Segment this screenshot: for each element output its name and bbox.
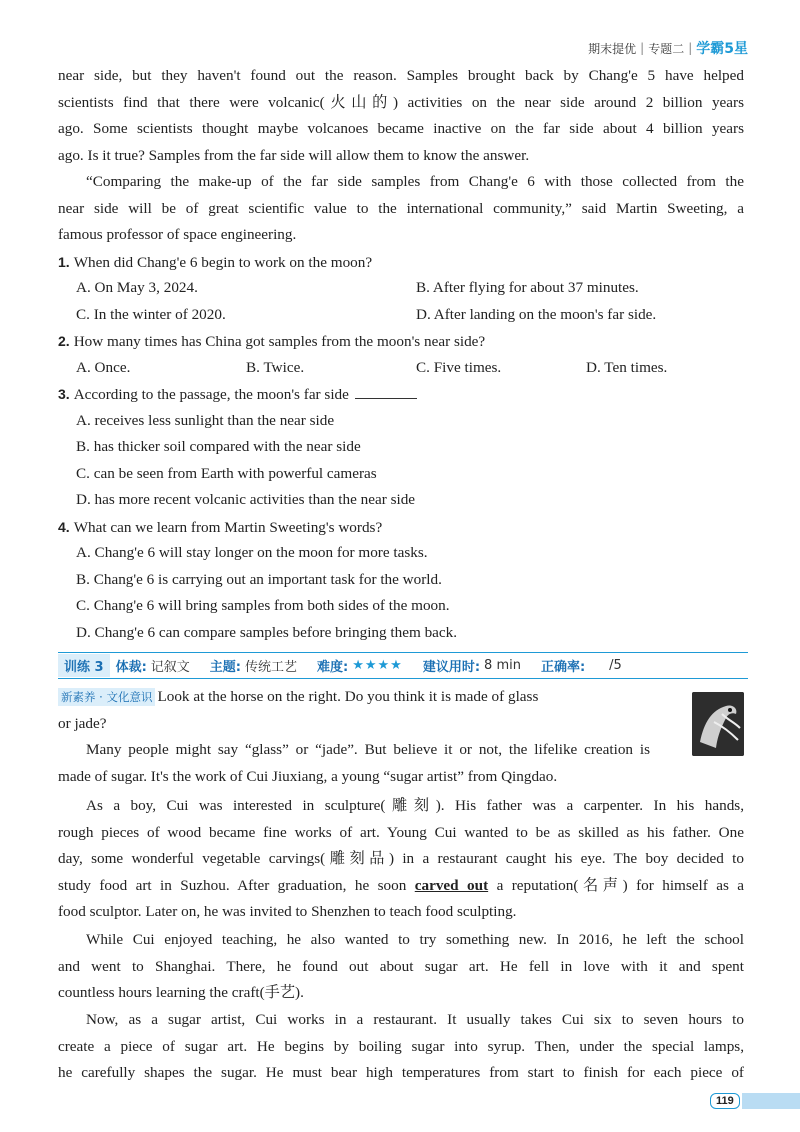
- page-header: [588, 38, 748, 58]
- page-tab-decoration: [742, 1093, 800, 1109]
- passage-line: scientists find that there were volcanic(火山的) activities on the near side around 2 billion years: [58, 94, 744, 111]
- header-section: 期末提优: [588, 41, 637, 56]
- passage-line: [58, 873, 744, 900]
- question-number: 2.: [58, 333, 70, 349]
- option-b: B. After flying for about 37 minutes.: [416, 279, 639, 296]
- option-b: B. has thicker soil compared with the near side: [76, 438, 361, 455]
- passage-line: As a boy, Cui was interested in sculpture(雕刻). His father was a carpenter. In his hands,: [86, 797, 744, 814]
- option-c: C. In the winter of 2020.: [76, 306, 226, 323]
- question-3: [58, 381, 744, 409]
- option-c: C. can be seen from Earth with powerful cameras: [76, 465, 377, 482]
- question-1: [58, 249, 744, 277]
- passage-text: a reputation(名声) for himself as a: [496, 877, 745, 894]
- passage-line: [58, 684, 688, 711]
- header-divider: |: [640, 41, 645, 55]
- question-text: What can we learn from Martin Sweeting's words?: [73, 519, 383, 536]
- question-4: [58, 514, 744, 542]
- training-info-bar: [58, 652, 748, 679]
- question-2: [58, 328, 744, 356]
- header-divider: |: [688, 41, 693, 55]
- option-c: C. Five times.: [416, 359, 502, 376]
- passage-line: ago. Some scientists thought maybe volcanoes became inactive on the far side about 4 billion years: [58, 120, 744, 137]
- passage-line: and went to Shanghai. There, he found out about sugar art. He fell in love with it and spent: [58, 958, 744, 975]
- difficulty-stars-icon: ★★★★: [352, 658, 403, 673]
- passage-line: countless hours learning the craft(手艺).: [58, 984, 304, 1001]
- genre-label: 体裁:: [115, 660, 147, 675]
- topic-value: 传统工艺: [245, 660, 298, 675]
- header-topic: 专题二: [648, 41, 685, 56]
- question-text: According to the passage, the moon's far side: [73, 386, 349, 403]
- question-text: How many times has China got samples from the moon's near side?: [73, 333, 486, 350]
- question-number: 4.: [58, 519, 70, 535]
- brand-logo: 学霸5星: [696, 41, 748, 57]
- option-b: B. Twice.: [246, 359, 305, 376]
- accuracy-value: /5: [609, 658, 622, 673]
- option-c: C. Chang'e 6 will bring samples from both sides of the moon.: [76, 597, 450, 614]
- passage-line: While Cui enjoyed teaching, he also wanted to try something new. In 2016, he left the school: [86, 931, 744, 948]
- page-number: [710, 1093, 800, 1109]
- passage-line: food sculptor. Later on, he was invited to Shenzhen to teach food sculpting.: [58, 903, 517, 920]
- topic-label: 主题:: [209, 660, 241, 675]
- passage-line: made of sugar. It's the work of Cui Jiuxiang, a young “sugar artist” from Qingdao.: [58, 768, 558, 785]
- time-label: 建议用时:: [422, 660, 481, 675]
- option-d: D. Chang'e 6 can compare samples before bringing them back.: [76, 624, 458, 641]
- passage-line: “Comparing the make-up of the far side samples from Chang'e 6 with those collected from the: [86, 173, 744, 190]
- time-value: 8 min: [484, 658, 521, 673]
- passage-line: near side will be of great scientific value to the international community,” said Martin Sweeting, a: [58, 200, 744, 217]
- page-number-label: 119: [710, 1093, 740, 1109]
- passage-line: near side, but they haven't found out the reason. Samples brought back by Chang'e 5 have helped: [58, 67, 744, 84]
- passage-line: or jade?: [58, 715, 107, 732]
- passage-text: study food art in Suzhou. After graduation, he soon: [58, 877, 407, 894]
- option-d: D. After landing on the moon's far side.: [416, 306, 657, 323]
- passage-line: famous professor of space engineering.: [58, 226, 297, 243]
- passage-line: Now, as a sugar artist, Cui works in a restaurant. It usually takes Cui six to seven hours to: [86, 1011, 744, 1028]
- question-text: When did Chang'e 6 begin to work on the moon?: [73, 254, 373, 271]
- option-a: A. receives less sunlight than the near side: [76, 412, 335, 429]
- answer-blank: [355, 384, 417, 399]
- option-b: B. Chang'e 6 is carrying out an important task for the world.: [76, 571, 442, 588]
- passage-line: create a piece of sugar art. He begins by boiling sugar into syrup. Then, under the special lamps,: [58, 1038, 744, 1055]
- highlighted-phrase: carved out: [414, 877, 489, 894]
- training-tag: 训练 3: [58, 654, 110, 677]
- literacy-badge: 新素养 · 文化意识: [58, 688, 155, 706]
- genre-value: 记叙文: [150, 660, 190, 675]
- difficulty-label: 难度:: [317, 660, 349, 675]
- passage-line: he carefully shapes the sugar. He must bear high temperatures from start to finish for each piece of: [58, 1064, 744, 1081]
- question-number: 3.: [58, 386, 70, 402]
- question-number: 1.: [58, 254, 70, 270]
- option-a: A. Once.: [76, 359, 131, 376]
- option-a: A. On May 3, 2024.: [76, 279, 198, 296]
- option-a: A. Chang'e 6 will stay longer on the moon for more tasks.: [76, 544, 428, 561]
- accuracy-label: 正确率:: [540, 660, 586, 675]
- option-d: D. Ten times.: [586, 359, 668, 376]
- passage-line: ago. Is it true? Samples from the far side will allow them to know the answer.: [58, 147, 530, 164]
- option-d: D. has more recent volcanic activities than the near side: [76, 491, 416, 508]
- passage-line: Many people might say “glass” or “jade”. But believe it or not, the lifelike creation is: [86, 741, 650, 758]
- passage-text: Look at the horse on the right. Do you think it is made of glass: [157, 688, 539, 705]
- passage-line: rough pieces of wood became fine works of art. Young Cui wanted to be as skilled as his father. One: [58, 824, 744, 841]
- passage-line: day, some wonderful vegetable carvings(雕刻品) in a restaurant caught his eye. The boy decided to: [58, 850, 744, 867]
